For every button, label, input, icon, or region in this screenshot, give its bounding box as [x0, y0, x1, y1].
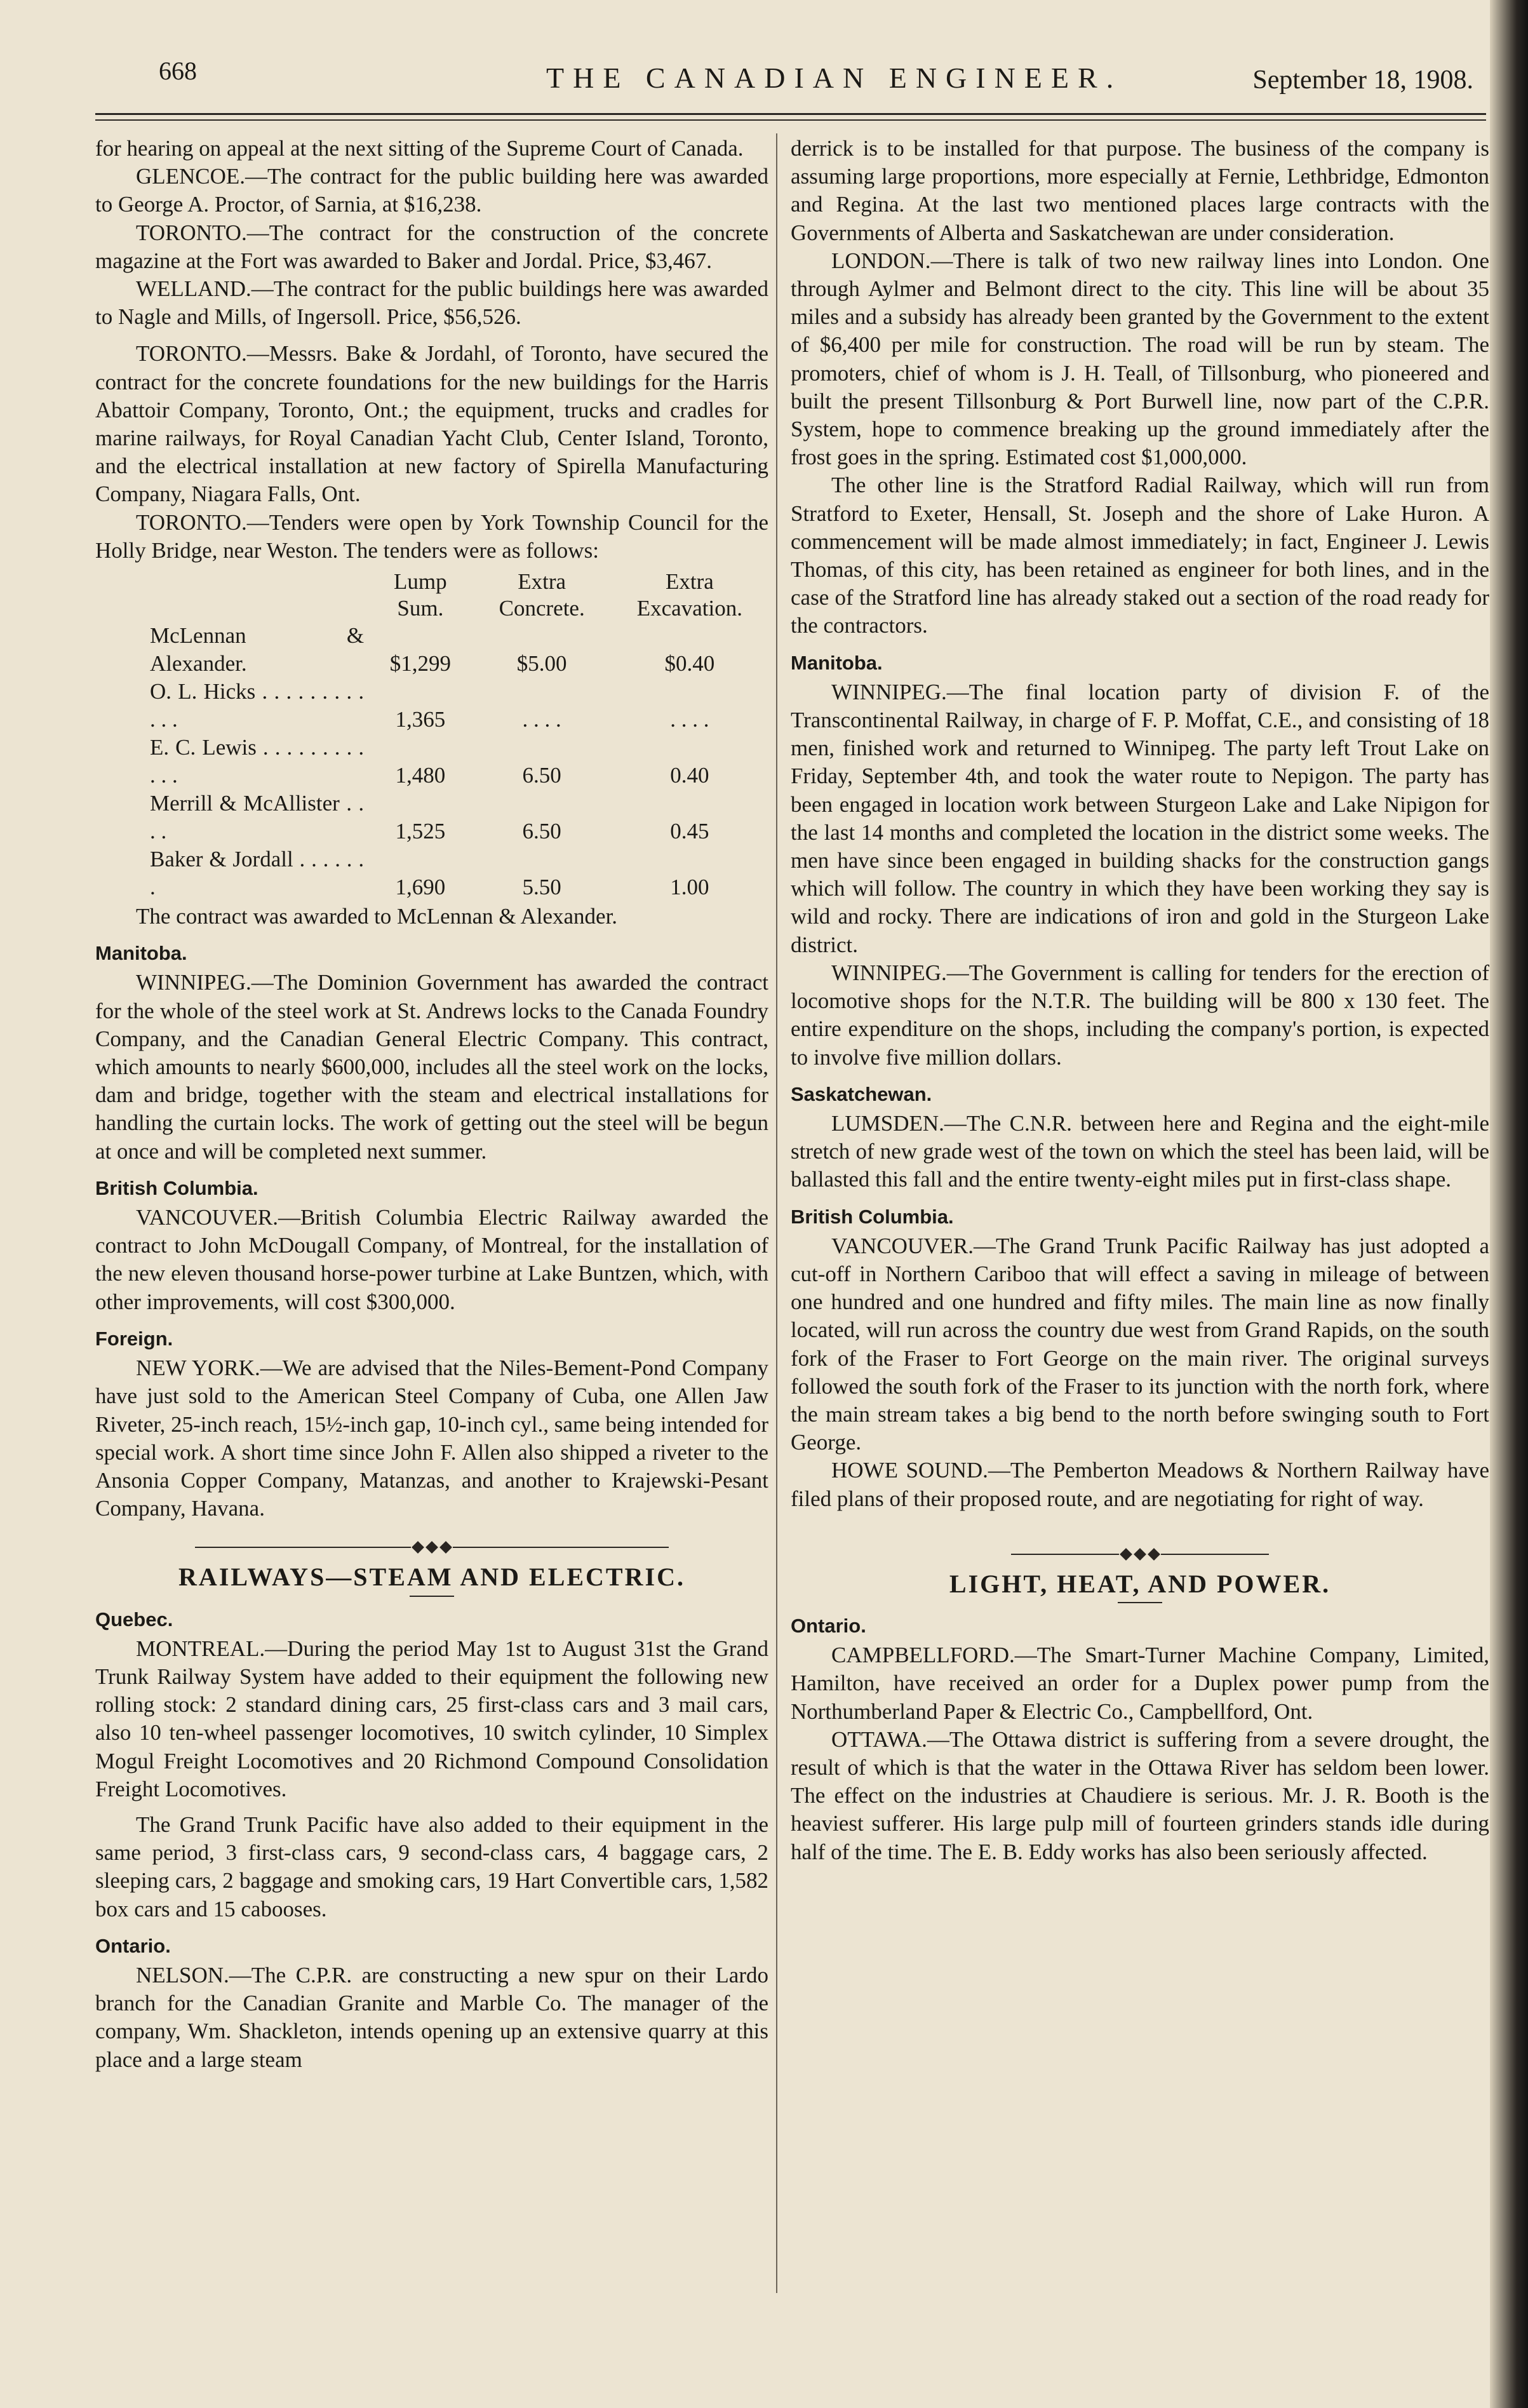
subheading-manitoba: Manitoba. — [791, 651, 883, 674]
subheading-manitoba: Manitoba. — [95, 942, 187, 965]
table-cell: 1,365 — [395, 707, 446, 732]
table-cell: 5.50 — [522, 875, 561, 900]
header-rule-bottom — [95, 119, 1486, 121]
journal-title: THE CANADIAN ENGINEER. — [546, 62, 1123, 94]
paragraph: MONTREAL.—During the period May 1st to August 31st the Grand Trunk Railway System have added to their equipment the following new rolling stock: 2 standard dining cars, 25 first-class cars and 3 mail cars, also 10 ten-wheel passenger locomotives, 10 switch cylinder, 10 Simplex Mogul Freight Locomotives and 20 Richmond Compound Consolidation Freight Locomotives. — [95, 1636, 768, 1801]
title-rule — [410, 1596, 454, 1597]
table-cell: 1,690 — [395, 875, 446, 900]
subheading-saskatchewan: Saskatchewan. — [791, 1082, 932, 1105]
table-cell: . . . . — [522, 707, 561, 732]
tenders-table — [146, 568, 768, 901]
section-ornament — [95, 1531, 768, 1547]
table-cell: E. C. Lewis . . . . . . . . . . . . — [150, 735, 365, 788]
table-cell: 1,525 — [395, 819, 446, 844]
paragraph: for hearing on appeal at the next sitting of the Supreme Court of Canada. — [95, 136, 744, 161]
paragraph: LUMSDEN.—The C.N.R. between here and Regina and the eight-mile stretch of new grade west of the town on which the steel has been laid, will be ballasted this fall and the entire twenty-eight miles put in first-class shape. — [791, 1110, 1489, 1192]
section-title-light-heat-power: LIGHT, HEAT, AND POWER. — [949, 1569, 1331, 1598]
table-header — [146, 568, 368, 622]
table-row — [146, 734, 768, 790]
subheading-british-columbia: British Columbia. — [95, 1176, 258, 1199]
table-cell: 1.00 — [670, 875, 709, 900]
table-row — [146, 790, 768, 845]
table-cell: Merrill & McAllister . . . . — [150, 791, 365, 844]
table-header-row — [146, 568, 768, 622]
paragraph: TORONTO.—Messrs. Bake & Jordahl, of Toronto, have secured the contract for the concrete foundations for the new buildings for the Harris Abattoir Company, Toronto, Ont.; the equipment, trucks and cradles for marine railways, for Royal Canadian Yacht Club, Center Island, Toronto, and the electrical installation at new factory of Spirella Manufacturing Company, Niagara Falls, Ont. — [95, 341, 768, 507]
table-cell: O. L. Hicks . . . . . . . . . . . . — [150, 679, 365, 732]
table-cell: 6.50 — [522, 763, 561, 788]
paragraph: The contract was awarded to McLennan & Alexander. — [136, 904, 618, 929]
paragraph: WINNIPEG.—The Government is calling for tenders for the erection of locomotive shops for the N.T.R. The building will be 800 x 130 feet. The entire expenditure on the shops, including the company's portion, is expected to involve five million dollars. — [791, 960, 1489, 1070]
paragraph: CAMPBELLFORD.—The Smart-Turner Machine Company, Limited, Hamilton, have received an order for a Duplex power pump from the Northumberland Paper & Electric Co., Campbellford, Ont. — [791, 1643, 1489, 1724]
subheading-quebec: Quebec. — [95, 1608, 173, 1631]
table-cell: Baker & Jordall . . . . . . . — [150, 847, 365, 900]
table-cell: $5.00 — [516, 651, 567, 676]
paragraph: TORONTO.—Tenders were open by York Township Council for the Holly Bridge, near Weston. The tenders were as follows: — [95, 509, 768, 563]
paragraph: The Grand Trunk Pacific have also added to their equipment in the same period, 3 first-class cars, 9 second-class cars, 4 baggage cars, 2 sleeping cars, 2 baggage and smoking cars, 19 Hart Convertible cars, 1,582 box cars and 15 cabooses. — [95, 1812, 768, 1921]
table-header: Extra Concrete. — [499, 569, 585, 621]
paragraph: WINNIPEG.—The final location party of division F. of the Transcontinental Railway, in charge of F. P. Moffat, C.E., and consisting of 18 men, finished work and returned to Winnipeg. The party left Trout Lake on Friday, September 4th, and took the water route to Nepigon. The party has been engaged in location work between Sturgeon Lake and Lake Nipigon for the last 14 months and completed the location in the district some weeks. The men have since been engaged in building shacks for the construction gangs which will follow. The country in which they have been working they say is wild and rocky. There are indications of iron and gold in the Sturgeon Lake district. — [791, 679, 1489, 957]
section-title-railways: RAILWAYS—STEAM AND ELECTRIC. — [178, 1563, 685, 1592]
paragraph: HOWE SOUND.—The Pemberton Meadows & Northern Railway have filed plans of their proposed route, and are negotiating for right of way. — [791, 1458, 1489, 1511]
header-rule-top — [95, 113, 1486, 115]
subheading-british-columbia: British Columbia. — [791, 1205, 954, 1228]
right-column — [791, 135, 1489, 1866]
paragraph: VANCOUVER.—The Grand Trunk Pacific Railway has just adopted a cut-off in Northern Cariboo that will effect a saving in mileage of between one hundred and one hundred and fifty miles. The main line as now finally located, will run across the country due west from Grand Rapids, on the south fork of the Fraser to Fort George on the main river. The original surveys followed the south fork of the Fraser to its junction with the north fork, where the main stream takes a big bend to the north before swinging south to Fort George. — [791, 1233, 1489, 1455]
paragraph: VANCOUVER.—British Columbia Electric Railway awarded the contract to John McDougall Company, of Montreal, for the installation of the new eleven thousand horse-power turbine at Lake Buntzen, which, with other improvements, will cost $300,000. — [95, 1205, 768, 1314]
title-rule — [1118, 1602, 1162, 1603]
page-header — [152, 50, 1486, 107]
left-column — [95, 135, 768, 2074]
column-divider — [776, 133, 777, 2293]
table-cell: 1,480 — [395, 763, 446, 788]
table-cell: $1,299 — [389, 651, 451, 676]
table-row — [146, 845, 768, 901]
page-number: 668 — [159, 57, 197, 85]
table-cell: 6.50 — [522, 819, 561, 844]
table-row — [146, 622, 768, 678]
paragraph: GLENCOE.—The contract for the public building here was awarded to George A. Proctor, of Sarnia, at $16,238. — [95, 164, 768, 217]
page-binding-shadow — [1490, 0, 1528, 2408]
paragraph: TORONTO.—The contract for the construction of the concrete magazine at the Fort was awarded to Baker and Jordal. Price, $3,467. — [95, 220, 768, 273]
subheading-foreign: Foreign. — [95, 1327, 173, 1350]
table-row — [146, 678, 768, 734]
table-cell: $0.40 — [664, 651, 715, 676]
paragraph: OTTAWA.—The Ottawa district is suffering from a severe drought, the result of which is that the water in the Ottawa River has seldom been lower. The effect on the industries at Chaudiere is serious. Mr. J. R. Booth is the heaviest sufferer. His large pulp mill of fourteen grinders stands idle during half of the time. The E. B. Eddy works has also been seriously affected. — [791, 1726, 1489, 1864]
issue-date: September 18, 1908. — [1252, 65, 1473, 95]
table-cell: McLennan & Alexander. — [150, 623, 365, 676]
paragraph: WELLAND.—The contract for the public buildings here was awarded to Nagle and Mills, of Ingersoll. Price, $56,526. — [95, 276, 768, 330]
subheading-ontario: Ontario. — [95, 1934, 171, 1957]
paragraph: NELSON.—The C.P.R. are constructing a new spur on their Lardo branch for the Canadian Granite and Marble Co. The manager of the company, Wm. Shackleton, intends opening up an extensive quarry at this place and a large steam — [95, 1962, 768, 2072]
table-cell: 0.45 — [670, 819, 709, 844]
table-cell: . . . . — [670, 707, 709, 732]
paragraph: The other line is the Stratford Radial Railway, which will run from Stratford to Exeter, Hensall, St. Joseph and the shore of Lake Huron. A commencement will be made almost immediately; in fact, Engineer J. Lewis Thomas, of this city, has been retained as engineer for both lines, and in the case of the Stratford line has already staked out a section of the road ready for the contractors. — [791, 473, 1489, 638]
subheading-ontario: Ontario. — [791, 1614, 866, 1637]
paragraph: WINNIPEG.—The Dominion Government has awarded the contract for the whole of the steel work at St. Andrews locks to the Canada Foundry Company, and the Canadian General Electric Company. This contract, which amounts to nearly $600,000, includes all the steel work on the locks, dam and bridge, together with the steam and electrical installations for handling the curtain locks. The work of getting out the steel will be begun at once and will be completed next summer. — [95, 970, 768, 1164]
paragraph: NEW YORK.—We are advised that the Niles-Bement-Pond Company have just sold to the American Steel Company of Cuba, one Allen Jaw Riveter, 25-inch reach, 15½-inch gap, 10-inch cyl., same being intended for special work. A short time since John F. Allen also shipped a riveter to the Ansonia Copper Company, Matanzas, and another to Krajewski-Pesant Company, Havana. — [95, 1355, 768, 1521]
section-ornament — [791, 1538, 1489, 1554]
table-header: Extra Excavation. — [636, 569, 742, 621]
paragraph: derrick is to be installed for that purpose. The business of the company is assuming large proportions, more especially at Fernie, Lethbridge, Edmonton and Regina. At the last two mentioned places large contracts with the Governments of Alberta and Saskatchewan are under consideration. — [791, 136, 1489, 245]
table-cell: 0.40 — [670, 763, 709, 788]
paragraph: LONDON.—There is talk of two new railway lines into London. One through Aylmer and Belmont direct to the city. This line will be about 35 miles and a subsidy has already been granted by the Government to the extent of $6,400 per mile for construction. The road will be run by steam. The promoters, chief of whom is J. H. Teall, of Tillsonburg, who pioneered and built the present Tillsonburg & Port Burwell line, now part of the C.P.R. System, hope to commence breaking up the ground immediately after the frost goes in the spring. Estimated cost $1,000,000. — [791, 248, 1489, 470]
table-header: Lump Sum. — [394, 569, 447, 621]
